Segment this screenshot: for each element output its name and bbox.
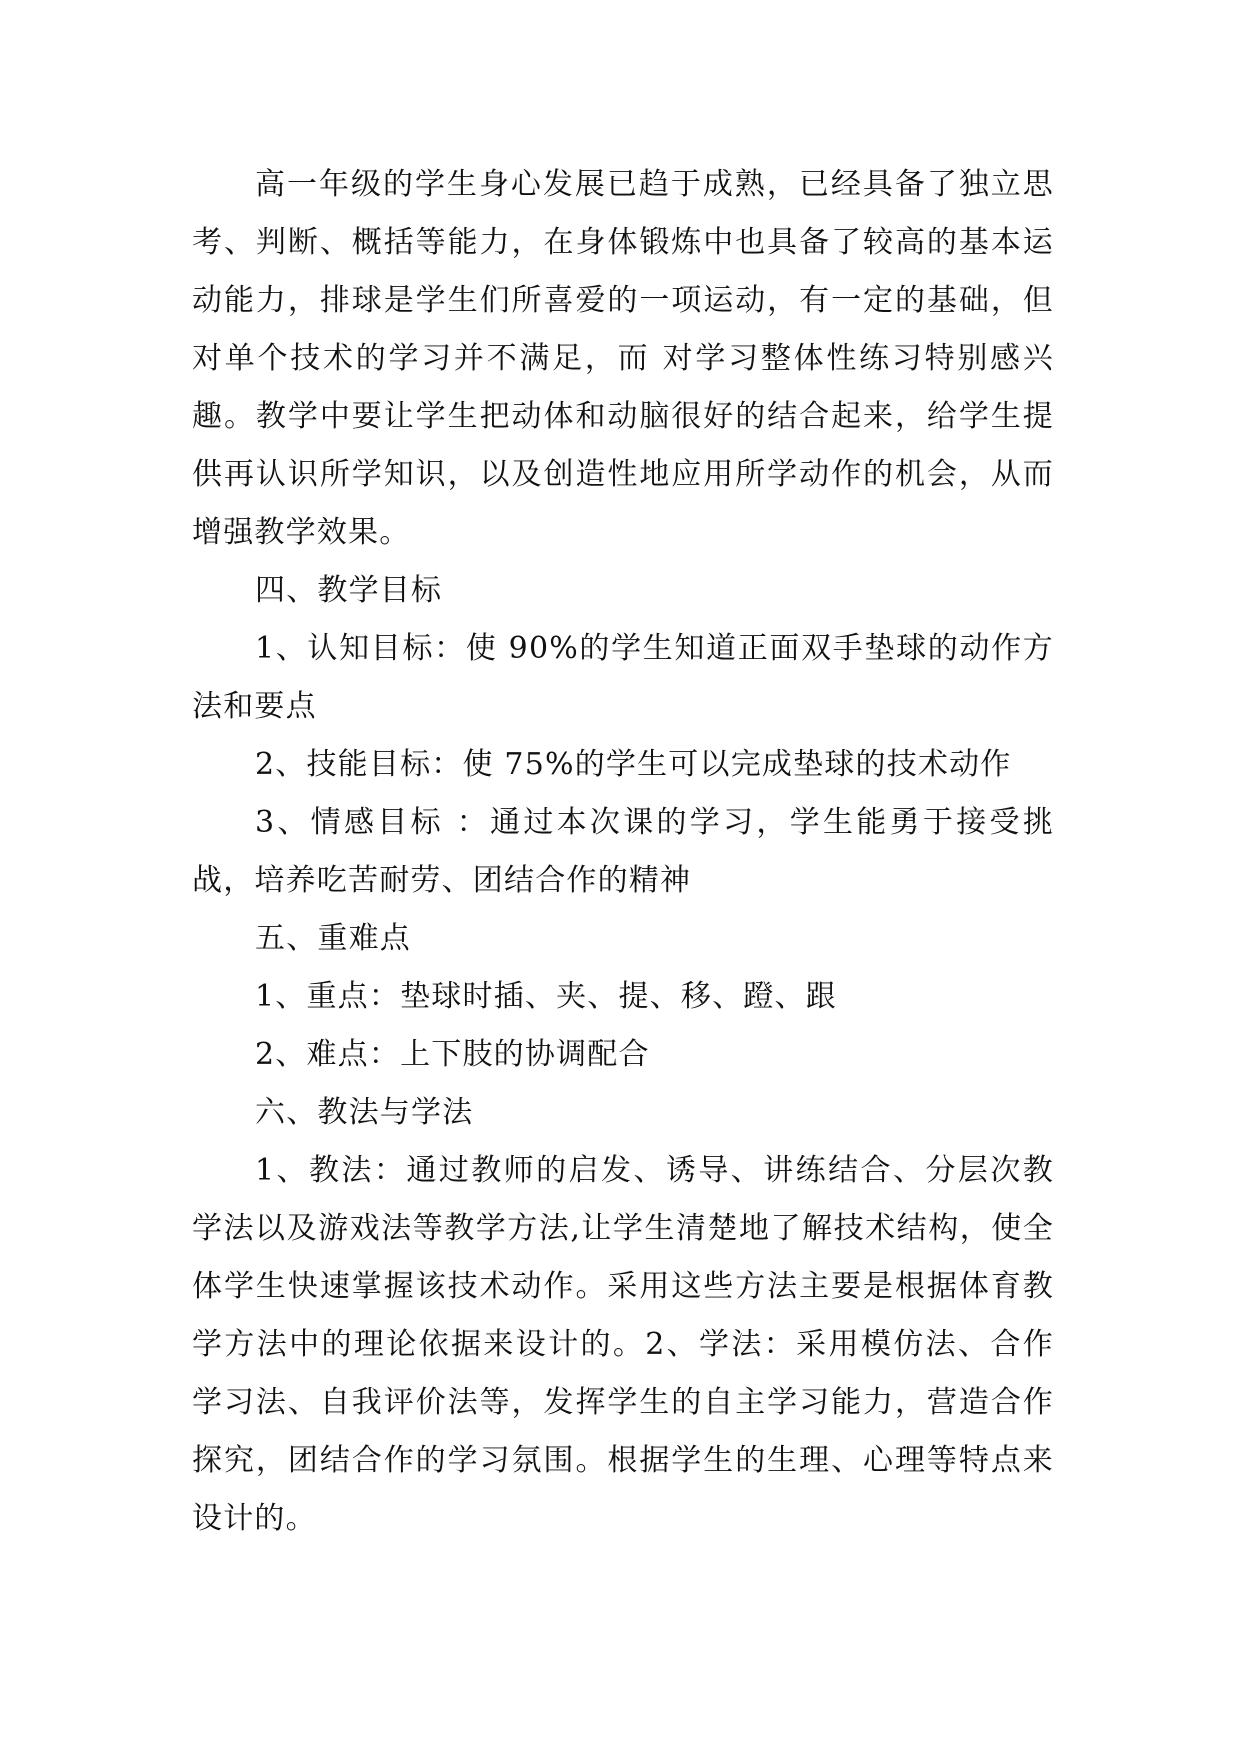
objective-skill: 2、技能目标：使 75%的学生可以完成垫球的技术动作 [255,747,1012,782]
paragraph-methods: 1、教法：通过教师的启发、诱导、讲练结合、分层次教学法以及游戏法等教学方法,让学生清楚地了解技术结构，使全体学生快速掌握该技术动作。采用这些方法主要是根据体育教学方法中的理论依据来设计的。2、学法：采用模仿法、合作学习法、自我评价法等，发挥学生的自主学习能力，营造合作探究，团结合作的学习氛围。根据学生的生理、心理等特点来设计的。 [192,1153,1054,1536]
heading-teaching-objectives: 四、教学目标 [255,573,443,608]
objective-cognitive: 1、认知目标：使 90%的学生知道正面双手垫球的动作方法和要点 [192,631,1054,724]
paragraph-student-analysis: 高一年级的学生身心发展已趋于成熟，已经具备了独立思考、判断、概括等能力，在身体锻炼中也具备了较高的基本运动能力，排球是学生们所喜爱的一项运动，有一定的基础，但对单个技术的学习并不满足，而 对学习整体性练习特别感兴趣。教学中要让学生把动体和动脑很好的结合起来，给学生提供再认识所学知识，以及创造性地应用所学动作的机会，从而增强教学效果。 [192,167,1054,550]
difficult-point: 2、难点：上下肢的协调配合 [255,1037,650,1072]
objective-affective: 3、情感目标 ：通过本次课的学习，学生能勇于接受挑战，培养吃苦耐劳、团结合作的精神 [192,805,1054,898]
heading-teaching-learning-methods: 六、教法与学法 [255,1095,474,1130]
heading-key-difficult-points: 五、重难点 [255,921,411,956]
document-body [192,156,1054,1548]
key-point: 1、重点：垫球时插、夹、提、移、蹬、跟 [255,979,837,1014]
